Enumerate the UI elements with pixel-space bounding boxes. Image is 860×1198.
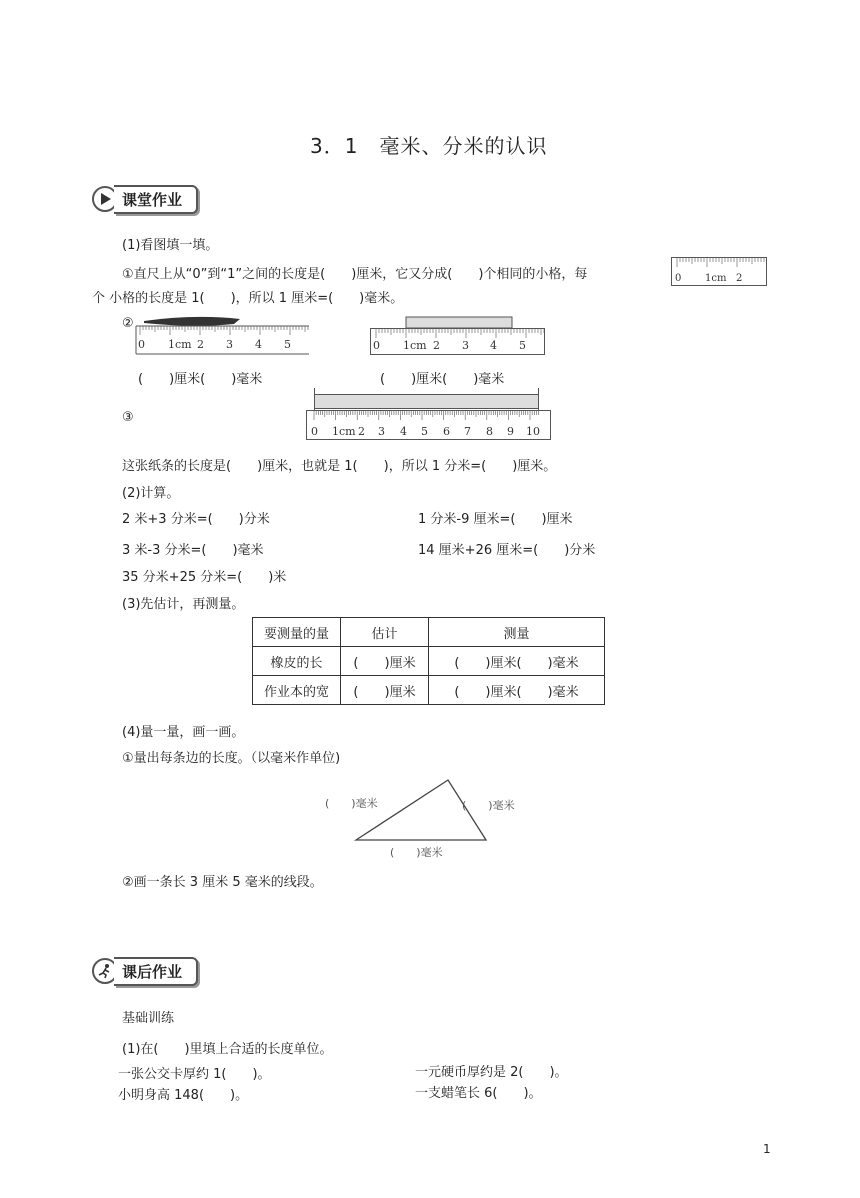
ruler-label: 5 [421, 425, 428, 438]
table-cell: ( )厘米 [341, 676, 429, 705]
ruler-label: 2 [197, 338, 204, 351]
triangle-left-label: ( )毫米 [325, 797, 378, 810]
question-heading: (4)量一量，画一画。 [122, 725, 245, 740]
table-header: 要测量的量 [253, 618, 341, 647]
ruler-label: 8 [486, 425, 493, 438]
ruler-label: 6 [443, 425, 450, 438]
question-heading: (1)看图填一填。 [122, 238, 219, 253]
ruler-label: 2 [358, 425, 365, 438]
ruler-label: 1cm [705, 273, 727, 284]
calc-item: 3 米-3 分米=( )毫米 [122, 543, 264, 558]
question-text: 这张纸条的长度是( )厘米，也就是 1( )，所以 1 分米=( )厘米。 [122, 459, 557, 474]
ruler-label: 1cm [168, 338, 192, 351]
fill-item: 一张公交卡厚约 1( )。 [118, 1067, 271, 1082]
item-mark: ③ [122, 410, 134, 425]
pencil-shape [144, 317, 240, 326]
answer-blank: ( )厘米( )毫米 [138, 372, 263, 387]
question-heading: (1)在( )里填上合适的长度单位。 [122, 1042, 333, 1057]
table-cell: ( )厘米( )毫米 [429, 647, 605, 676]
ruler-label: 0 [373, 339, 380, 352]
measured-block [406, 317, 512, 328]
calc-item: 35 分米+25 分米=( )米 [122, 570, 287, 585]
ruler-label: 4 [255, 338, 262, 351]
ruler-label: 0 [675, 273, 682, 284]
question-text: 个 小格的长度是 1( )，所以 1 厘米=( )毫米。 [92, 291, 404, 306]
fill-item: 小明身高 148( )。 [118, 1088, 249, 1103]
ruler-label: 4 [490, 339, 497, 352]
question-text: ①量出每条边的长度。（以毫米作单位) [122, 751, 341, 766]
table-header: 估计 [341, 618, 429, 647]
table-row [253, 647, 605, 676]
ruler-label: 0 [311, 425, 318, 438]
section-label: 课后作业 [114, 957, 198, 986]
ruler-label: 3 [462, 339, 469, 352]
paper-strip [315, 395, 539, 409]
table-cell: 橡皮的长 [253, 647, 341, 676]
ruler-label: 4 [400, 425, 407, 438]
question-heading: (3)先估计，再测量。 [122, 597, 245, 612]
section-badge-classwork [92, 186, 198, 212]
table-cell: ( )厘米 [341, 647, 429, 676]
ruler-10cm-with-strip [305, 388, 553, 442]
ruler-label: 1cm [332, 425, 356, 438]
fill-item: 一元硬币厚约是 2( )。 [415, 1065, 568, 1080]
subheading: 基础训练 [122, 1011, 175, 1026]
calc-item: 1 分米-9 厘米=( )厘米 [418, 512, 573, 527]
ruler-label: 5 [284, 338, 291, 351]
table-cell: 作业本的宽 [253, 676, 341, 705]
table-cell: ( )厘米( )毫米 [429, 676, 605, 705]
ruler-small [671, 257, 767, 287]
measurement-table [252, 617, 605, 705]
table-row [253, 676, 605, 705]
ruler-label: 2 [736, 273, 743, 284]
question-text: ①直尺上从“0”到“1”之间的长度是( )厘米，它又分成( )个相同的小格，每 [122, 267, 588, 282]
ruler-with-block [368, 315, 548, 357]
ruler-label: 3 [378, 425, 385, 438]
question-heading: (2)计算。 [122, 486, 180, 501]
section-badge-homework [92, 958, 198, 984]
ruler-label: 10 [526, 425, 540, 438]
answer-blank: ( )厘米( )毫米 [380, 372, 505, 387]
question-text: ②画一条长 3 厘米 5 毫米的线段。 [122, 875, 323, 890]
ruler-label: 3 [226, 338, 233, 351]
calc-item: 2 米+3 分米=( )分米 [122, 512, 270, 527]
item-mark: ② [122, 316, 134, 331]
ruler-label: 2 [433, 339, 440, 352]
fill-item: 一支蜡笔长 6( )。 [415, 1086, 542, 1101]
calc-item: 14 厘米+26 厘米=( )分米 [418, 543, 596, 558]
ruler-label: 9 [507, 425, 514, 438]
triangle-right-label: ( )毫米 [462, 799, 515, 812]
ruler-with-pencil [134, 312, 312, 356]
ruler-label: 7 [464, 425, 471, 438]
page-title: 3．1 毫米、分米的认识 [310, 134, 548, 158]
section-label: 课堂作业 [114, 185, 198, 214]
ruler-label: 1cm [403, 339, 427, 352]
triangle-bottom-label: ( )毫米 [390, 846, 443, 859]
ruler-label: 5 [519, 339, 526, 352]
ruler-label: 0 [138, 338, 145, 351]
page-number: 1 [763, 1142, 771, 1156]
table-header: 测量 [429, 618, 605, 647]
